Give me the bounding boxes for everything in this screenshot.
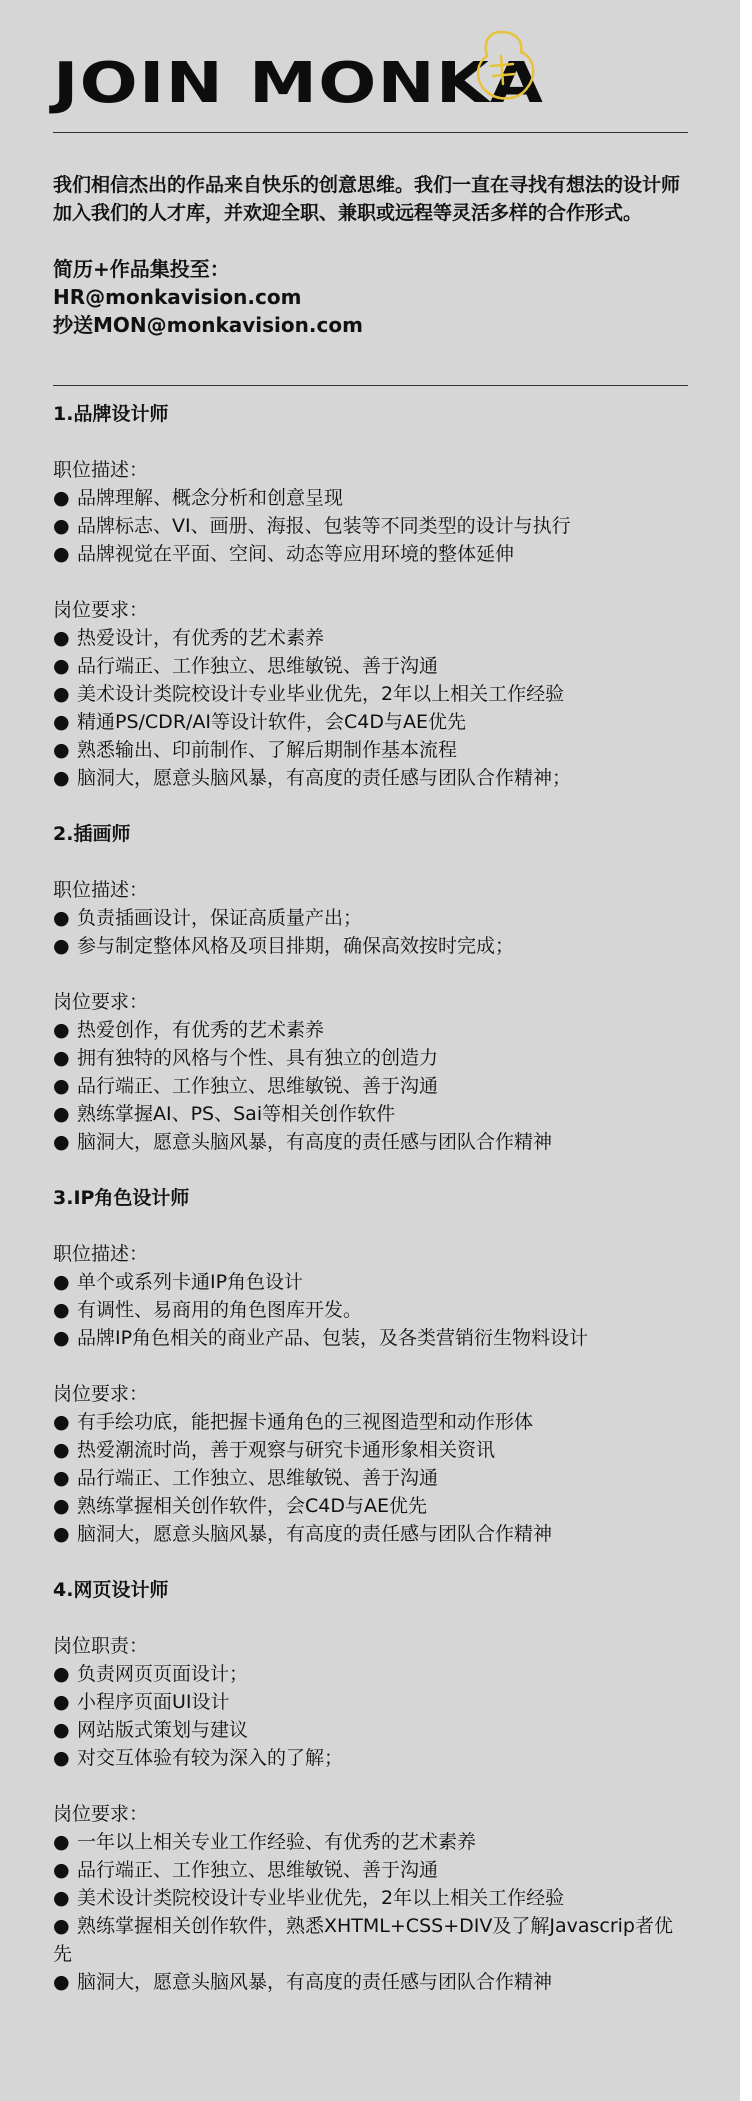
bullet-icon: ●: [53, 1103, 70, 1125]
bullet-icon: ●: [53, 711, 70, 733]
section-divider: [53, 385, 688, 386]
list-item: [53, 904, 688, 932]
list-item: [53, 1968, 688, 1996]
list-item-text: 脑洞大，愿意头脑风暴，有高度的责任感与团队合作精神；: [77, 767, 572, 789]
job-section: [53, 400, 688, 792]
block-heading: 职位描述：: [53, 459, 149, 481]
list-item: [53, 1436, 688, 1464]
list-item: [53, 1016, 688, 1044]
bullet-icon: ●: [53, 1327, 70, 1349]
intro: [53, 171, 688, 227]
list-item: [53, 1044, 688, 1072]
bullet-icon: ●: [53, 627, 70, 649]
list-item-text: 品行端正、工作独立、思维敏锐、善于沟通: [77, 1467, 439, 1489]
bullet-icon: ●: [53, 1971, 70, 1993]
bullet-icon: ●: [53, 935, 70, 957]
bullet-icon: ●: [53, 1299, 70, 1321]
bullet-icon: ●: [53, 907, 70, 929]
bullet-icon: ●: [53, 1691, 70, 1713]
job-title: 2.插画师: [53, 823, 131, 845]
list-item-text: 熟练掌握AI、PS、Sai等相关创作软件: [77, 1103, 396, 1125]
contact-block: [53, 255, 688, 339]
job-title: 4.网页设计师: [53, 1579, 169, 1601]
block-heading: 岗位要求：: [53, 1383, 149, 1405]
bullet-list: [53, 1268, 688, 1352]
list-item-text: 美术设计类院校设计专业毕业优先，2年以上相关工作经验: [77, 1887, 565, 1909]
bullet-icon: ●: [53, 767, 70, 789]
list-item-text: 热爱潮流时尚，善于观察与研究卡通形象相关资讯: [77, 1439, 496, 1461]
list-item-text: 脑洞大，愿意头脑风暴，有高度的责任感与团队合作精神: [77, 1971, 553, 1993]
list-item: [53, 932, 688, 960]
header-divider: [53, 132, 688, 133]
bullet-icon: ●: [53, 1831, 70, 1853]
monka-logo-icon: [461, 26, 543, 106]
list-item-text: 脑洞大，愿意头脑风暴，有高度的责任感与团队合作精神: [77, 1131, 553, 1153]
list-item: [53, 1884, 688, 1912]
list-item-text: 脑洞大，愿意头脑风暴，有高度的责任感与团队合作精神: [77, 1523, 553, 1545]
list-item: [53, 484, 688, 512]
bullet-icon: ●: [53, 1271, 70, 1293]
list-item-text: 美术设计类院校设计专业毕业优先，2年以上相关工作经验: [77, 683, 565, 705]
bullet-icon: ●: [53, 1719, 70, 1741]
bullet-icon: ●: [53, 1467, 70, 1489]
list-item: [53, 736, 688, 764]
list-item: [53, 1324, 688, 1352]
bullet-icon: ●: [53, 739, 70, 761]
list-item: [53, 1828, 688, 1856]
intro-paragraph: 我们相信杰出的作品来自快乐的创意思维。我们一直在寻找有想法的设计师加入我们的人才库，并欢迎全职、兼职或远程等灵活多样的合作形式。: [53, 174, 681, 224]
list-item-text: 有手绘功底，能把握卡通角色的三视图造型和动作形体: [77, 1411, 534, 1433]
bullet-icon: ●: [53, 1019, 70, 1041]
list-item: [53, 1912, 688, 1968]
bullet-icon: ●: [53, 543, 70, 565]
list-item: [53, 1856, 688, 1884]
bullet-list: [53, 904, 688, 960]
list-item-text: 热爱设计，有优秀的艺术素养: [77, 627, 325, 649]
list-item-text: 品行端正、工作独立、思维敏锐、善于沟通: [77, 1075, 439, 1097]
bullet-icon: ●: [53, 1523, 70, 1545]
list-item: [53, 764, 688, 792]
block-heading: 岗位要求：: [53, 991, 149, 1013]
list-item-text: 负责网页页面设计；: [77, 1663, 249, 1685]
list-item: [53, 624, 688, 652]
list-item-text: 熟悉输出、印前制作、了解后期制作基本流程: [77, 739, 458, 761]
job-section: [53, 820, 688, 1156]
list-item: [53, 1688, 688, 1716]
list-item-text: 一年以上相关专业工作经验、有优秀的艺术素养: [77, 1831, 477, 1853]
list-item-text: 精通PS/CDR/AI等设计软件，会C4D与AE优先: [77, 711, 467, 733]
page-title: JOIN MONKA: [53, 51, 545, 116]
bullet-icon: ●: [53, 1859, 70, 1881]
list-item-text: 热爱创作，有优秀的艺术素养: [77, 1019, 325, 1041]
list-item: [53, 540, 688, 568]
list-item-text: 网站版式策划与建议: [77, 1719, 249, 1741]
bullet-icon: ●: [53, 1887, 70, 1909]
list-item-text: 小程序页面UI设计: [77, 1691, 230, 1713]
list-item: [53, 680, 688, 708]
list-item-text: 有调性、易商用的角色图库开发。: [77, 1299, 363, 1321]
job-section: [53, 1184, 688, 1548]
bullet-icon: ●: [53, 655, 70, 677]
bullet-icon: ●: [53, 487, 70, 509]
list-item: [53, 1492, 688, 1520]
list-item-text: 品牌标志、VI、画册、海报、包装等不同类型的设计与执行: [77, 515, 571, 537]
bullet-icon: ●: [53, 1131, 70, 1153]
bullet-list: [53, 624, 688, 792]
bullet-icon: ●: [53, 1439, 70, 1461]
job-title: 3.IP角色设计师: [53, 1187, 190, 1209]
job-section: [53, 1576, 688, 1996]
bullet-icon: ●: [53, 1663, 70, 1685]
bullet-list: [53, 484, 688, 568]
list-item: [53, 652, 688, 680]
block-heading: 岗位要求：: [53, 1803, 149, 1825]
list-item: [53, 708, 688, 736]
bullet-list: [53, 1016, 688, 1156]
list-item: [53, 1660, 688, 1688]
bullet-icon: ●: [53, 1915, 70, 1937]
list-item: [53, 1744, 688, 1772]
bullet-icon: ●: [53, 1495, 70, 1517]
bullet-list: [53, 1408, 688, 1548]
list-item-text: 对交互体验有较为深入的了解；: [77, 1747, 344, 1769]
contact-cc-email[interactable]: 抄送MON@monkavision.com: [53, 313, 363, 337]
bullet-icon: ●: [53, 1075, 70, 1097]
list-item: [53, 1268, 688, 1296]
list-item: [53, 1408, 688, 1436]
list-item-text: 品牌理解、概念分析和创意呈现: [77, 487, 344, 509]
list-item-text: 参与制定整体风格及项目排期，确保高效按时完成；: [77, 935, 515, 957]
contact-email[interactable]: HR@monkavision.com: [53, 285, 302, 309]
list-item: [53, 1464, 688, 1492]
list-item: [53, 1072, 688, 1100]
list-item: [53, 1128, 688, 1156]
list-item-text: 品牌IP角色相关的商业产品、包装，及各类营销衍生物料设计: [77, 1327, 589, 1349]
block-heading: 岗位要求：: [53, 599, 149, 621]
list-item-text: 品牌视觉在平面、空间、动态等应用环境的整体延伸: [77, 543, 515, 565]
list-item-text: 拥有独特的风格与个性、具有独立的创造力: [77, 1047, 439, 1069]
list-item: [53, 1716, 688, 1744]
list-item: [53, 1100, 688, 1128]
list-item: [53, 512, 688, 540]
list-item-text: 单个或系列卡通IP角色设计: [77, 1271, 304, 1293]
bullet-icon: ●: [53, 1747, 70, 1769]
list-item-text: 熟练掌握相关创作软件，熟悉XHTML+CSS+DIV及了解Javascrip者优先: [53, 1915, 673, 1965]
block-heading: 职位描述：: [53, 1243, 149, 1265]
bullet-icon: ●: [53, 1047, 70, 1069]
list-item-text: 熟练掌握相关创作软件，会C4D与AE优先: [77, 1495, 427, 1517]
bullet-icon: ●: [53, 515, 70, 537]
list-item-text: 品行端正、工作独立、思维敏锐、善于沟通: [77, 1859, 439, 1881]
header: [53, 0, 688, 132]
block-heading: 职位描述：: [53, 879, 149, 901]
bullet-list: [53, 1660, 688, 1772]
job-title: 1.品牌设计师: [53, 403, 169, 425]
list-item: [53, 1296, 688, 1324]
block-heading: 岗位职责：: [53, 1635, 149, 1657]
contact-label: 简历+作品集投至：: [53, 257, 230, 281]
bullet-list: [53, 1828, 688, 1996]
bullet-icon: ●: [53, 683, 70, 705]
list-item-text: 品行端正、工作独立、思维敏锐、善于沟通: [77, 655, 439, 677]
job-list: [53, 400, 688, 1996]
list-item-text: 负责插画设计，保证高质量产出；: [77, 907, 363, 929]
list-item: [53, 1520, 688, 1548]
bullet-icon: ●: [53, 1411, 70, 1433]
